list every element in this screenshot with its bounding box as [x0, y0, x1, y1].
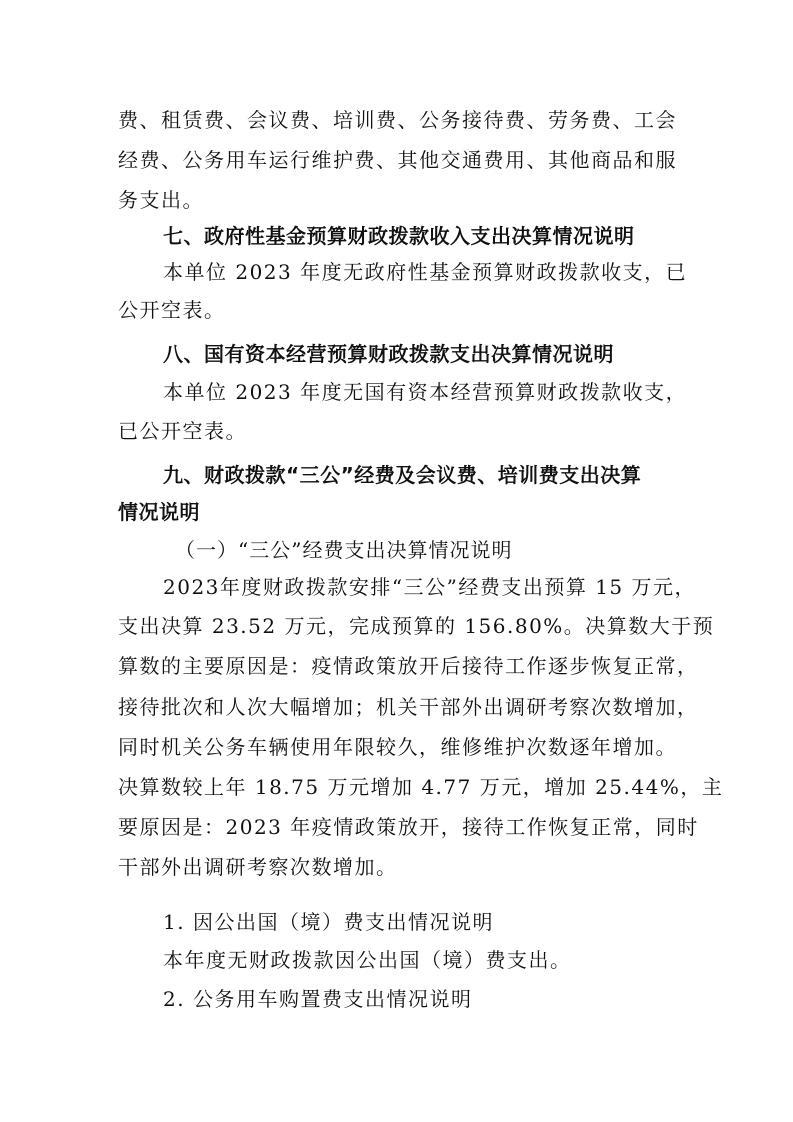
- body-text-line: 算数的主要原因是：疫情政策放开后接待工作逐步恢复正常，: [118, 654, 699, 678]
- body-text-line: 公开空表。: [118, 298, 226, 322]
- body-text-line: 务支出。: [118, 188, 204, 212]
- body-text-line: 已公开空表。: [118, 419, 247, 443]
- item-heading-2: 2. 公务用车购置费支出情况说明: [163, 987, 473, 1011]
- body-text-line: 费、租赁费、会议费、培训费、公务接待费、劳务费、工会: [118, 108, 677, 132]
- section-heading-9-cont: 情况说明: [118, 500, 200, 524]
- body-text-line: 决算数较上年 18.75 万元增加 4.77 万元，增加 25.44%，主: [118, 775, 724, 799]
- body-text-line: 2023年度财政拨款安排“三公”经费支出预算 15 万元，: [163, 575, 697, 599]
- body-text-line: 本单位 2023 年度无政府性基金预算财政拨款收支，已: [163, 260, 688, 284]
- body-text-line: 同时机关公务车辆使用年限较久，维修维护次数逐年增加。: [118, 735, 677, 759]
- body-text-line: 干部外出调研考察次数增加。: [118, 855, 398, 879]
- section-heading-9: 九、财政拨款“三公”经费及会议费、培训费支出决算: [163, 463, 642, 487]
- body-text-line: 经费、公务用车运行维护费、其他交通费用、其他商品和服: [118, 148, 677, 172]
- body-text-line: 本年度无财政拨款因公出国（境）费支出。: [163, 948, 572, 972]
- subsection-heading-1: （一）“三公”经费支出决算情况说明: [175, 538, 513, 562]
- body-text-line: 接待批次和人次大幅增加；机关干部外出调研考察次数增加，: [118, 695, 699, 719]
- section-heading-7: 七、政府性基金预算财政拨款收入支出决算情况说明: [163, 224, 635, 248]
- body-text-line: 本单位 2023 年度无国有资本经营预算财政拨款收支，: [163, 380, 688, 404]
- section-heading-8: 八、国有资本经营预算财政拨款支出决算情况说明: [163, 342, 614, 366]
- item-heading-1: 1. 因公出国（境）费支出情况说明: [163, 910, 494, 934]
- body-text-line: 支出决算 23.52 万元，完成预算的 156.80%。决算数大于预: [118, 614, 715, 638]
- body-text-line: 要原因是：2023 年疫情政策放开，接待工作恢复正常，同时: [118, 815, 699, 839]
